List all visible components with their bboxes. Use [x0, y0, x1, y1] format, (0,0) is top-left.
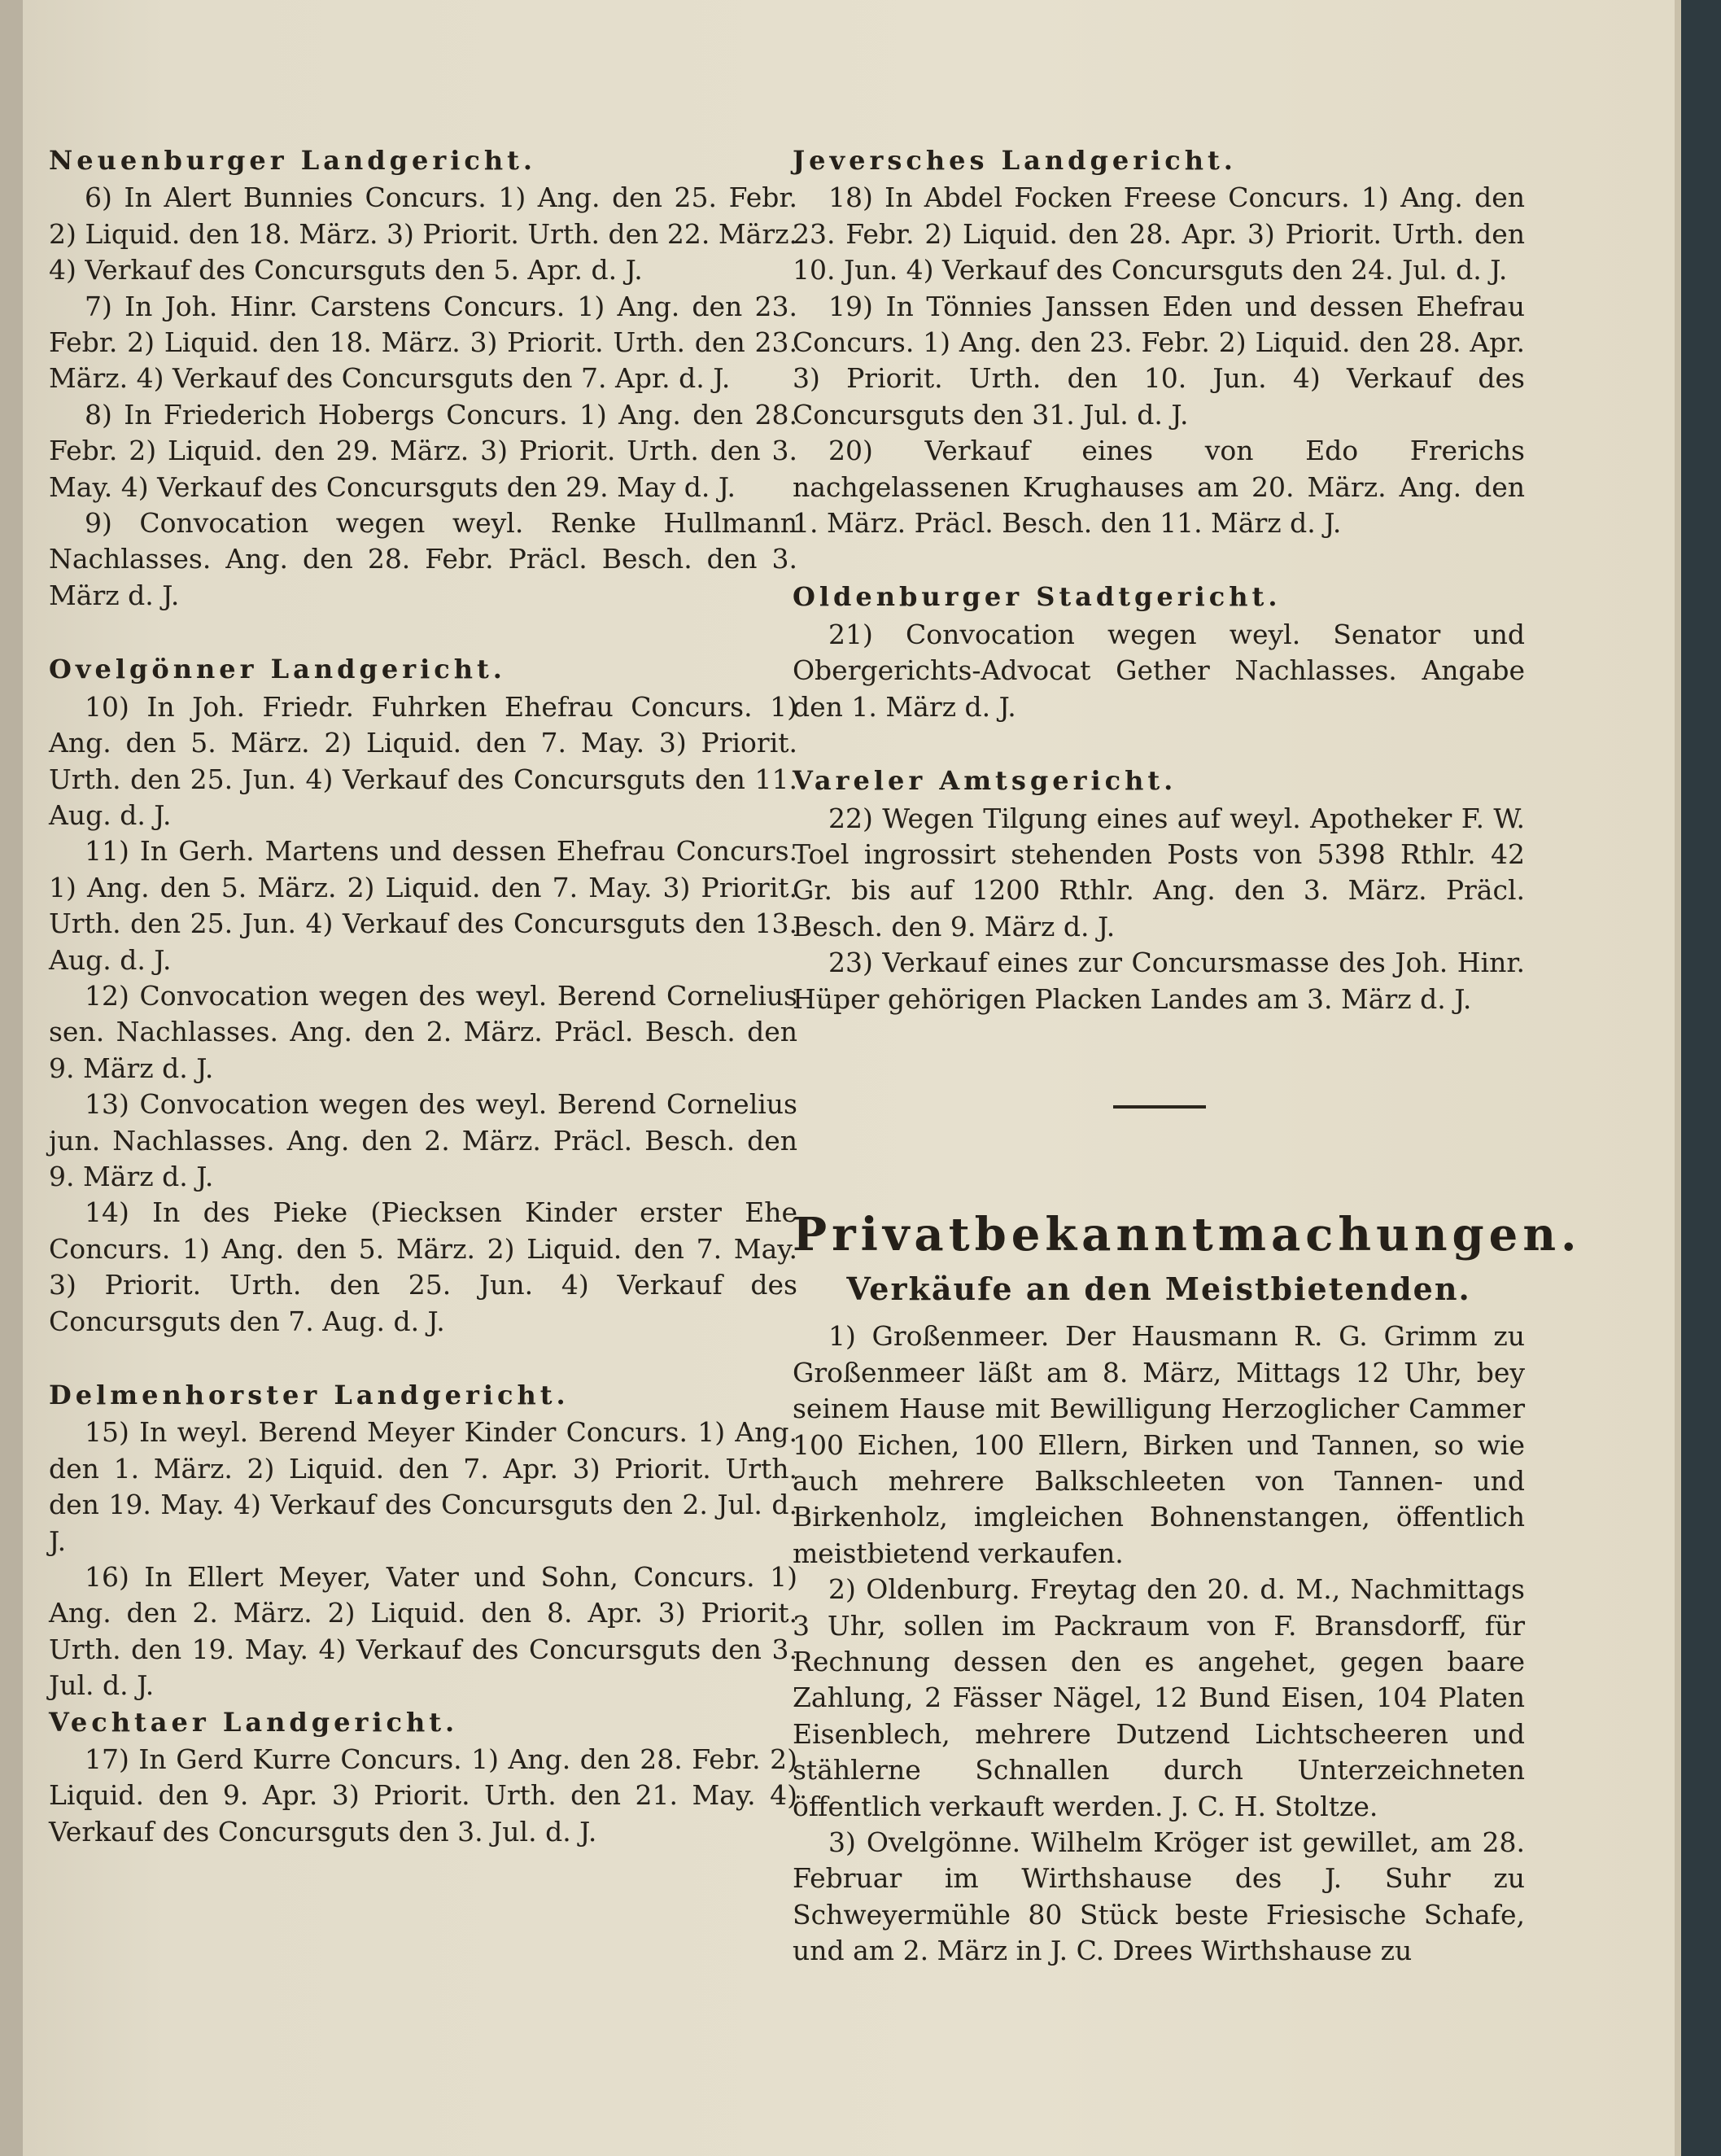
section-private: [793, 1207, 1582, 1970]
private-announcements-title: Privatbekanntmachungen.: [793, 1207, 1582, 1262]
notice-entry: 23) Verkauf eines zur Concursmasse des Joh. Hinr. Hüper gehörigen Placken Landes am 3. März d. J.: [793, 947, 1525, 1015]
notice-entry: 2) Oldenburg. Freytag den 20. d. M., Nachmittags 3 Uhr, sollen im Packraum von F. Bransdorff, für Rechnung dessen den es angehet, gegen baare Zahlung, 2 Fässer Nägel, 12 Bund Eisen, 104 Platen Eisenblech, mehrere Dutzend Lichtscheeren und stählerne Schnallen durch Unterzeichneten öffentlich verkauft werden. J. C. H. Stoltze.: [793, 1573, 1525, 1822]
left-column: [49, 142, 797, 1850]
notice-entry: 15) In weyl. Berend Meyer Kinder Concurs. 1) Ang. den 1. März. 2) Liquid. den 7. Apr. 3) Priorit. Urth. den 19. May. 4) Verkauf des Concursguts den 2. Jul. d. J.: [49, 1416, 797, 1557]
section-heading: Oldenburger Stadtgericht.: [793, 581, 1282, 613]
section-vechta: [49, 1704, 797, 1851]
section-oldenburg-stadt: [793, 579, 1525, 725]
section-varel: [793, 763, 1525, 1017]
notice-entry: 3) Ovelgönne. Wilhelm Kröger ist gewillet, am 28. Februar im Wirthshause des J. Suhr zu Schweyermühle 80 Stück beste Friesische Schafe, und am 2. März in J. C. Drees Wirthshause zu: [793, 1826, 1525, 1967]
section-heading: Jeversches Landgericht.: [793, 145, 1237, 176]
notice-entry: 22) Wegen Tilgung eines auf weyl. Apotheker F. W. Toel ingrossirt stehenden Posts von 5398 Rthlr. 42 Gr. bis auf 1200 Rthlr. Ang. den 3. März. Präcl. Besch. den 9. März d. J.: [793, 802, 1525, 942]
section-heading: Vareler Amtsgericht.: [793, 765, 1177, 797]
binding-gutter: [0, 0, 23, 2156]
private-announcements-subtitle: Verkäufe an den Meistbietenden.: [846, 1270, 1471, 1307]
section-divider-area: [793, 1017, 1525, 1138]
notice-entry: 6) In Alert Bunnies Concurs. 1) Ang. den 25. Febr. 2) Liquid. den 18. März. 3) Priorit. Urth. den 22. März. 4) Verkauf des Concursguts den 5. Apr. d. J.: [49, 181, 797, 286]
notice-entry: 8) In Friederich Hobergs Concurs. 1) Ang. den 28. Febr. 2) Liquid. den 29. März. 3) Priorit. Urth. den 3. May. 4) Verkauf des Concursguts den 29. May d. J.: [49, 398, 797, 503]
section-divider: [1113, 1105, 1206, 1109]
section-ovelgoenne: [49, 651, 797, 1340]
notice-entry: 1) Großenmeer. Der Hausmann R. G. Grimm zu Großenmeer läßt am 8. März, Mittags 12 Uhr, bey seinem Hause mit Bewilligung Herzoglicher Cammer 100 Eichen, 100 Ellern, Birken und Tannen, so wie auch mehrere Balkschleeten von Tannen- und Birkenholz, imgleichen Bohnenstangen, öffentlich meistbietend verkaufen.: [793, 1320, 1525, 1569]
right-column: [793, 142, 1582, 1970]
section-neuenburg: [49, 142, 797, 614]
notice-entry: 12) Convocation wegen des weyl. Berend Cornelius sen. Nachlasses. Ang. den 2. März. Präcl. Besch. den 9. März d. J.: [49, 979, 797, 1084]
notice-entry: 18) In Abdel Focken Freese Concurs. 1) Ang. den 23. Febr. 2) Liquid. den 28. Apr. 3) Priorit. Urth. den 10. Jun. 4) Verkauf des Concursguts den 24. Jul. d. J.: [793, 181, 1525, 286]
section-heading: Ovelgönner Landgericht.: [49, 654, 506, 685]
notice-entry: 7) In Joh. Hinr. Carstens Concurs. 1) Ang. den 23. Febr. 2) Liquid. den 18. März. 3) Priorit. Urth. den 23. März. 4) Verkauf des Concursguts den 7. Apr. d. J.: [49, 290, 797, 395]
section-heading: Neuenburger Landgericht.: [49, 145, 537, 176]
notice-entry: 14) In des Pieke (Piecksen Kinder erster Ehe Concurs. 1) Ang. den 5. März. 2) Liquid. den 7. May. 3) Priorit. Urth. den 25. Jun. 4) Verkauf des Concursguts den 7. Aug. d. J.: [49, 1196, 797, 1337]
notice-entry: 21) Convocation wegen weyl. Senator und Obergerichts-Advocat Gether Nachlasses. Angabe den 1. März d. J.: [793, 618, 1525, 723]
notice-entry: 10) In Joh. Friedr. Fuhrken Ehefrau Concurs. 1) Ang. den 5. März. 2) Liquid. den 7. May. 3) Priorit. Urth. den 25. Jun. 4) Verkauf des Concursguts den 11. Aug. d. J.: [49, 690, 797, 831]
notice-entry: 19) In Tönnies Janssen Eden und dessen Ehefrau Concurs. 1) Ang. den 23. Febr. 2) Liquid. den 28. Apr. 3) Priorit. Urth. den 10. Jun. 4) Verkauf des Concursguts den 31. Jul. d. J.: [793, 290, 1525, 431]
notice-entry: 11) In Gerh. Martens und dessen Ehefrau Concurs. 1) Ang. den 5. März. 2) Liquid. den 7. May. 3) Priorit. Urth. den 25. Jun. 4) Verkauf des Concursguts den 13. Aug. d. J.: [49, 835, 797, 976]
notice-entry: 16) In Ellert Meyer, Vater und Sohn, Concurs. 1) Ang. den 2. März. 2) Liquid. den 8. Apr. 3) Priorit. Urth. den 19. May. 4) Verkauf des Concursguts den 3. Jul. d. J.: [49, 1561, 797, 1702]
notice-entry: 20) Verkauf eines von Edo Frerichs nachgelassenen Krughauses am 20. März. Ang. den 1. März. Präcl. Besch. den 11. März d. J.: [793, 435, 1525, 540]
section-jever: [793, 142, 1525, 541]
page-edge: [1675, 0, 1681, 2156]
notice-entry: 13) Convocation wegen des weyl. Berend Cornelius jun. Nachlasses. Ang. den 2. März. Präcl. Besch. den 9. März d. J.: [49, 1088, 797, 1192]
section-delmenhorst: [49, 1377, 797, 1704]
notice-entry: 9) Convocation wegen weyl. Renke Hullmann Nachlasses. Ang. den 28. Febr. Präcl. Besch. den 3. März d. J.: [49, 507, 797, 611]
section-heading: Delmenhorster Landgericht.: [49, 1380, 570, 1410]
section-heading: Vechtaer Landgericht.: [49, 1706, 459, 1738]
notice-entry: 17) In Gerd Kurre Concurs. 1) Ang. den 28. Febr. 2) Liquid. den 9. Apr. 3) Priorit. Urth. den 21. May. 4) Verkauf des Concursguts den 3. Jul. d. J.: [49, 1743, 797, 1848]
